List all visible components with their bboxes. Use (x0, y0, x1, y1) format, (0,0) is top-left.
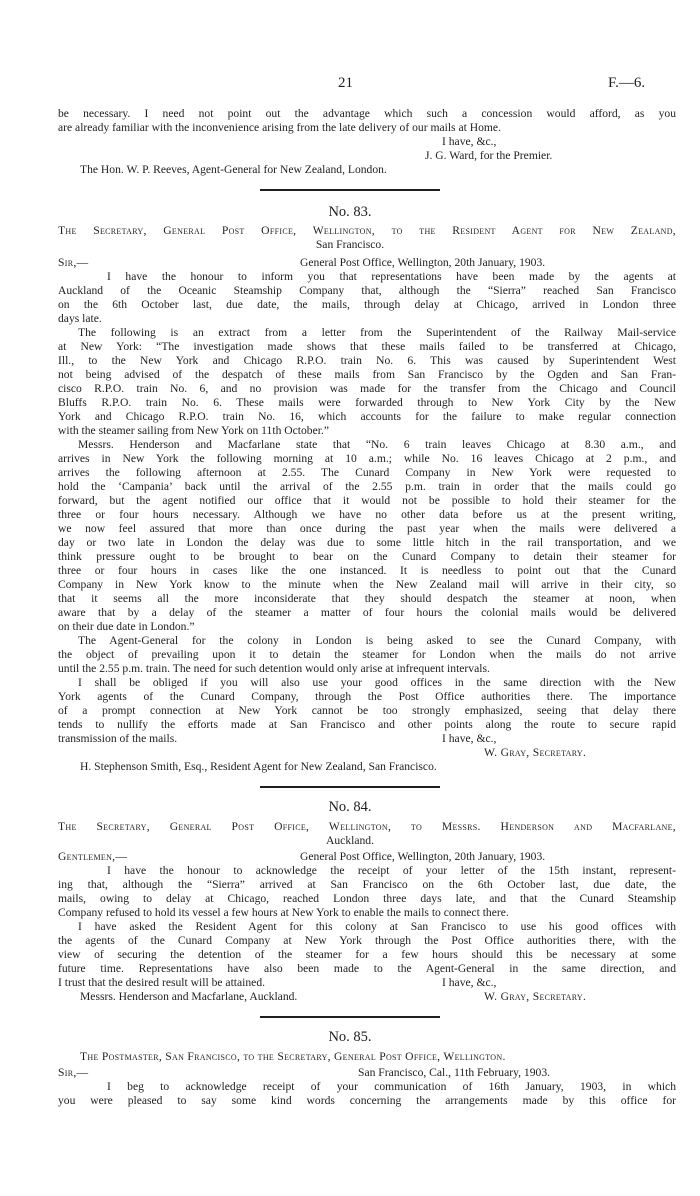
text-line: I have the honour to acknowledge the receipt of your letter of the 15th instant, represent- (107, 864, 676, 877)
text-line: Auckland of the Oceanic Steamship Company that, although the “Sierra” reached San Francisco (58, 284, 676, 297)
page-number: 21 (338, 75, 353, 91)
closing: I have, &c., (442, 135, 497, 148)
text-line: I trust that the desired result will be attained. (58, 976, 266, 989)
salutation: Gentlemen,— (58, 850, 128, 863)
text-line: aware that by a delay of the steamer a matter of four hours the colonial mails would be delivered (58, 606, 676, 619)
addressee: H. Stephenson Smith, Esq., Resident Agent for New Zealand, San Francisco. (80, 760, 437, 773)
text-line: I have asked the Resident Agent for this colony at San Francisco to use his good offices with (78, 920, 676, 933)
letter-number: No. 83. (328, 204, 372, 220)
text-line: days late. (58, 312, 102, 325)
signature: W. Gray, Secretary. (484, 746, 587, 759)
letter-number: No. 85. (328, 1029, 372, 1045)
text-line: we now feel assured that more than once during the past year when the mails were delivered a (58, 522, 676, 535)
text-line: arrives the following afternoon at 2.55. The Cunard Company in New York were requested to (58, 466, 676, 479)
letter-heading: The Postmaster, San Francisco, to the Secretary, General Post Office, Wellington. (80, 1050, 506, 1063)
text-line: until the 2.55 p.m. train. The need for such detention would only arise at infrequent intervals. (58, 662, 490, 675)
signature: W. Gray, Secretary. (484, 990, 587, 1003)
place-date: General Post Office, Wellington, 20th January, 1903. (300, 850, 546, 863)
text-line: hold the ‘Campania’ back until the arrival of the 2.55 p.m. train in order that the mails could go (58, 480, 676, 493)
document-reference: F.—6. (608, 75, 646, 91)
text-line: mails, owing to delay at Chicago, reached London three days late, and that the Cunard Steamship (58, 892, 676, 905)
text-line: that it seems all the more inconsiderate that they should despatch the steamer at noon, when (58, 592, 676, 605)
section-divider (260, 786, 440, 788)
text-line: on their due date in London.” (58, 620, 195, 633)
text-line: be necessary. I need not point out the advantage which such a concession would afford, as you (58, 107, 676, 120)
text-line: ing that, although the “Sierra” arrived at San Francisco on the 6th October last, due date, the (58, 878, 676, 891)
letter-heading: The Secretary, General Post Office, Wellington, to Messrs. Henderson and Macfarlane, (58, 820, 676, 833)
text-line: transmission of the mails. (58, 732, 178, 745)
text-line: with the steamer sailing from New York on 11th October.” (58, 424, 330, 437)
text-line: Company refused to hold its vessel a few hours at New York to enable the mails to connect there. (58, 906, 509, 919)
text-line: you were pleased to say some kind words concerning the arrangements made by this office for (58, 1094, 676, 1107)
text-line: Bluffs R.P.O. train No. 6. These mails were forwarded through to New York City by the New (58, 396, 676, 409)
text-line: three or four hours necessary. Although we have no other data before us at the present writing, (58, 508, 676, 521)
section-divider (260, 1016, 440, 1018)
text-line: not being advised of the despatch of these mails from San Francisco by the Ogden and San Fran- (58, 368, 676, 381)
text-line: arrives in New York the following morning at 10 a.m.; while No. 16 leaves Chicago at 2 p.m., and (58, 452, 676, 465)
text-line: I have the honour to inform you that representations have been made by the agents at (107, 270, 676, 283)
text-line: the object of prevailing upon it to detain the steamer for London when the mails do not arrive (58, 648, 676, 661)
text-line: Company in New York know to the minute when the New Zealand mail will arrive in their city, so (58, 578, 676, 591)
addressee: Messrs. Henderson and Macfarlane, Auckland. (80, 990, 298, 1003)
letter-heading-continued: Auckland. (326, 834, 374, 847)
closing: I have, &c., (442, 732, 497, 745)
text-line: on the 6th October last, due date, the mails, through delay at Chicago, arrived in London three (58, 298, 676, 311)
text-line: The following is an extract from a letter from the Superintendent of the Railway Mail-service (78, 326, 676, 339)
text-line: of a prompt connection at New York cannot be too strongly emphasized, seeing that delay there (58, 704, 676, 717)
text-line: day or two late in London the delay was due to some little hitch in the rail transportation, and we (58, 536, 676, 549)
text-line: forward, but the agent notified our office that it would not be possible to hold their steamer for the (58, 494, 676, 507)
text-line: at New York: “The investigation made shows that these mails failed to be transferred at Chicago, (58, 340, 676, 353)
text-line: Messrs. Henderson and Macfarlane state that “No. 6 train leaves Chicago at 8.30 a.m., and (78, 438, 676, 451)
place-date: General Post Office, Wellington, 20th January, 1903. (300, 256, 546, 269)
salutation: Sir,— (58, 1066, 89, 1079)
text-line: think pressure ought to be brought to bear on the Cunard Company to detain their steamer for (58, 550, 676, 563)
addressee: The Hon. W. P. Reeves, Agent-General for New Zealand, London. (80, 163, 387, 176)
text-line: I beg to acknowledge receipt of your communication of 16th January, 1903, in which (107, 1080, 676, 1093)
letter-heading-continued: San Francisco. (315, 238, 385, 251)
section-divider (260, 189, 440, 191)
text-line: three or four hours in cases like the one instanced. It is needless to point out that the Cunard (58, 564, 676, 577)
text-line: view of securing the detention of the steamer for a few hours should this be necessary at some (58, 948, 676, 961)
text-line: cisco R.P.O. train No. 6, and no provision was made for the transfer from the Chicago and Council (58, 382, 676, 395)
closing: I have, &c., (442, 976, 497, 989)
letter-heading: The Secretary, General Post Office, Wellington, to the Resident Agent for New Zealand, (58, 224, 676, 237)
text-line: Ill., to the New York and Chicago R.P.O. train No. 6. This was caused by Superintendent West (58, 354, 676, 367)
text-line: the agents of the Cunard Company at New York through the Post Office authorities there, with the (58, 934, 676, 947)
salutation: Sir,— (58, 256, 89, 269)
place-date: San Francisco, Cal., 11th February, 1903. (358, 1066, 551, 1079)
text-line: I shall be obliged if you will also use your good offices in the same direction with the New (78, 676, 676, 689)
text-line: The Agent-General for the colony in London is being asked to see the Cunard Company, with (78, 634, 676, 647)
letter-number: No. 84. (328, 799, 372, 815)
signature: J. G. Ward, for the Premier. (425, 149, 553, 162)
text-line: York and Chicago R.P.O. train No. 16, which accounts for the failure to make regular connection (58, 410, 676, 423)
text-line: tends to nullify the efforts made at San Francisco and other points along the route to secure rapid (58, 718, 676, 731)
text-line: York agents of the Cunard Company, through the Post Office authorities there. The importance (58, 690, 676, 703)
text-line: are already familiar with the inconvenience arising from the late delivery of our mails at Home. (58, 121, 501, 134)
text-line: future time. Representations have also been made to the Agent-General in the same direction, and (58, 962, 676, 975)
